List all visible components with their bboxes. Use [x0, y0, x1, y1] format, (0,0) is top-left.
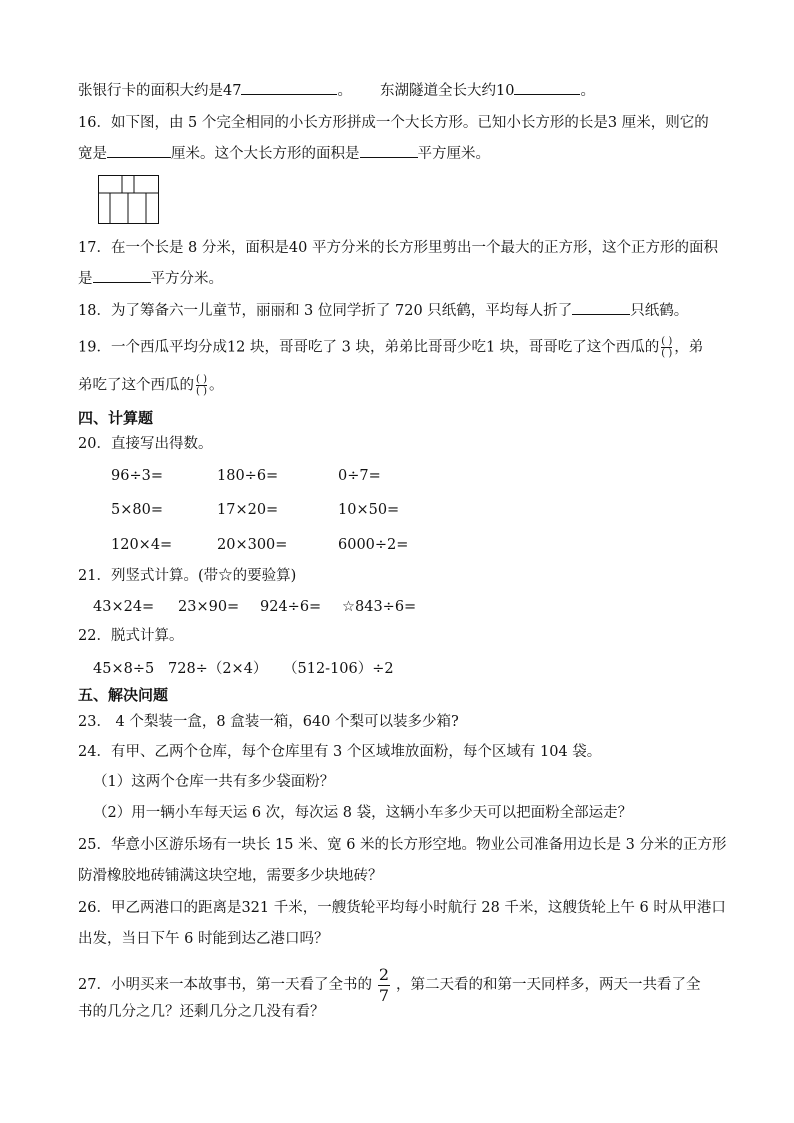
q17-blank[interactable]	[93, 268, 151, 283]
q19-frac1-den: ( )	[661, 348, 673, 359]
q19-frac2-num: ( )	[196, 374, 207, 385]
q19-text-a: 19．一个西瓜平均分成12 块，哥哥吃了 3 块，弟弟比哥哥少吃1 块，哥哥吃了这个西瓜的	[78, 339, 660, 356]
q18-text-a: 18．为了筹备六一儿童节，丽丽和 3 位同学折了 720 只纸鹤，平均每人折了	[78, 303, 573, 319]
q17-text-b: 平方分米。	[150, 271, 223, 287]
q17-line2	[78, 268, 223, 289]
q20-r2-c1: 5×80=	[111, 502, 163, 518]
q19-fraction-2[interactable]	[196, 374, 207, 397]
q24-sub1: （1）这两个仓库一共有多少袋面粉？	[93, 774, 335, 790]
q15-b-blank[interactable]	[514, 80, 580, 95]
q20-r1-c2: 180÷6=	[217, 468, 279, 484]
q16-line2	[78, 143, 490, 164]
q22-title: 22．脱式计算。	[78, 628, 184, 644]
q24-sub2: （2）用一辆小车每天运 6 次，每次运 8 袋，这辆小车多少天可以把面粉全部运走？	[93, 805, 633, 821]
q27-fraction	[378, 966, 390, 1005]
q20-r3-c1: 120×4=	[111, 537, 173, 553]
q27-text-b: ，第二天看的和第一天同样多，两天一共看了全	[395, 977, 701, 993]
q16-text-a: 宽是	[78, 146, 107, 162]
q20-r1-c3: 0÷7=	[338, 468, 381, 484]
q18-line	[78, 300, 688, 321]
q20-title: 20．直接写出得数。	[78, 436, 213, 452]
q19-text-d: 。	[208, 377, 224, 394]
q27-frac-den: 7	[378, 985, 390, 1005]
q27-text-a: 27．小明买来一本故事书，第一天看了全书的	[78, 977, 372, 993]
q19-frac2-den: ( )	[196, 386, 207, 397]
q15-a-text: 张银行卡的面积大约是47	[78, 83, 242, 99]
q18-blank[interactable]	[572, 300, 630, 315]
q16-line1: 16．如下图，由 5 个完全相同的小长方形拼成一个大长方形。已知小长方形的长是3 厘米，则它的	[78, 115, 709, 131]
q17-line1: 17．在一个长是 8 分米，面积是40 平方分米的长方形里剪出一个最大的正方形，这个正方形的面积	[78, 240, 718, 256]
q17-text-a: 是	[78, 271, 93, 287]
q20-r3-c3: 6000÷2=	[338, 537, 409, 553]
q21-item-4: ☆843÷6=	[342, 599, 417, 615]
q22-item-2: 728÷（2×4）	[168, 661, 268, 677]
q16-blank-width[interactable]	[107, 143, 171, 158]
q20-r3-c2: 20×300=	[217, 537, 288, 553]
q15-tail-line-b	[380, 80, 595, 101]
q26-line1: 26．甲乙两港口的距离是321 千米，一艘货轮平均每小时航行 28 千米，这艘货轮上午 6 时从甲港口	[78, 900, 726, 916]
q20-r2-c2: 17×20=	[217, 502, 279, 518]
q15-a-end: 。	[337, 83, 352, 99]
q19-frac1-num: ( )	[661, 336, 673, 347]
q16-rectangle-figure	[98, 175, 160, 225]
q16-text-c: 平方厘米。	[417, 146, 490, 162]
q19-fraction-1[interactable]	[661, 336, 672, 359]
q26-line2: 出发，当日下午 6 时能到达乙港口吗？	[78, 931, 329, 947]
q27-line2: 书的几分之几？还剩几分之几没有看？	[78, 1004, 325, 1020]
q20-r1-c1: 96÷3=	[111, 468, 163, 484]
q20-r2-c3: 10×50=	[338, 502, 400, 518]
q19-text-c: 弟吃了这个西瓜的	[78, 377, 194, 394]
q21-title: 21．列竖式计算。(带☆的要验算)	[78, 568, 297, 584]
section-5-title: 五、解决问题	[78, 686, 169, 704]
q19-line1	[78, 336, 703, 359]
q21-item-1: 43×24=	[93, 599, 155, 615]
q21-item-3: 924÷6=	[260, 599, 322, 615]
section-4-title: 四、计算题	[78, 409, 154, 427]
q21-item-2: 23×90=	[178, 599, 240, 615]
q25-line1: 25．华意小区游乐场有一块长 15 米、宽 6 米的长方形空地。物业公司准备用边长是 3 分米的正方形	[78, 837, 727, 853]
q15-b-text: 东湖隧道全长大约10	[380, 83, 515, 99]
q22-item-1: 45×8÷5	[93, 661, 155, 677]
q22-item-3: （512-106）÷2	[283, 661, 394, 677]
q24-text: 24．有甲、乙两个仓库，每个仓库里有 3 个区域堆放面粉，每个区域有 104 袋。	[78, 744, 602, 760]
q15-tail-line	[78, 80, 352, 101]
q15-b-end: 。	[580, 83, 595, 99]
q23-text: 23． 4 个梨装一盒，8 盒装一箱，640 个梨可以装多少箱?	[78, 714, 459, 730]
q16-text-b: 厘米。这个大长方形的面积是	[171, 146, 360, 162]
q27-frac-num: 2	[378, 964, 390, 984]
q18-text-b: 只纸鹤。	[630, 303, 689, 319]
q19-line2	[78, 374, 223, 397]
q25-line2: 防滑橡胶地砖铺满这块空地，需要多少块地砖？	[78, 868, 383, 884]
q16-blank-area[interactable]	[360, 143, 418, 158]
q19-text-b: ，弟	[674, 339, 704, 356]
q15-a-blank[interactable]	[241, 80, 337, 95]
